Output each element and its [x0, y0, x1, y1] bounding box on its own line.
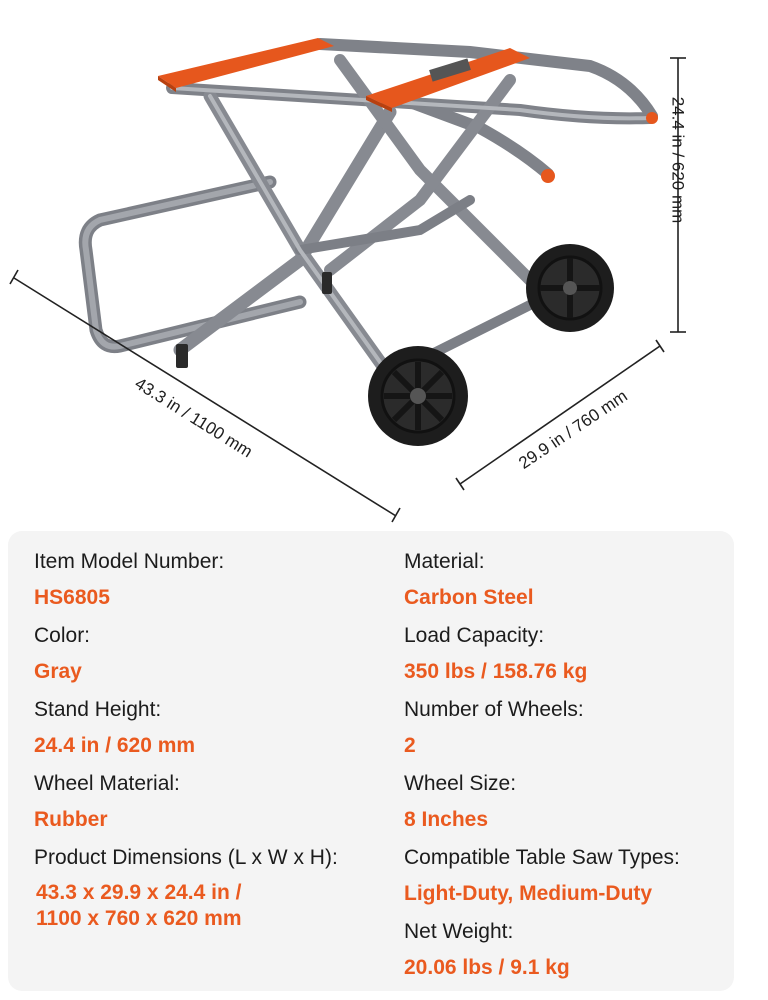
spec-value: Gray	[34, 660, 82, 683]
spec-label: Product Dimensions (L x W x H):	[34, 846, 338, 869]
spec-model-number	[34, 544, 394, 616]
spec-value: 350 lbs / 158.76 kg	[404, 660, 588, 683]
spec-stand-height	[34, 692, 394, 764]
spec-value: 2	[404, 734, 416, 757]
spec-label: Net Weight:	[404, 920, 514, 943]
handle-cap	[541, 169, 555, 183]
spec-label: Number of Wheels:	[404, 698, 584, 721]
length-dimension-label: 43.3 in / 1100 mm	[131, 373, 256, 462]
spec-label: Wheel Size:	[404, 772, 517, 795]
spec-wheel-size	[404, 766, 734, 838]
spec-color	[34, 618, 394, 690]
spec-wheel-material	[34, 766, 394, 838]
spec-load-capacity	[404, 618, 734, 690]
spec-value-line: 1100 x 760 x 620 mm	[36, 907, 242, 930]
spec-value-line: 43.3 x 29.9 x 24.4 in /	[36, 881, 242, 904]
spec-value: 20.06 lbs / 9.1 kg	[404, 956, 570, 979]
spec-value: HS6805	[34, 586, 110, 609]
width-dimension-label: 29.9 in / 760 mm	[515, 386, 631, 473]
spec-label: Material:	[404, 550, 485, 573]
spec-value	[34, 880, 394, 932]
spec-label: Load Capacity:	[404, 624, 545, 647]
spec-value: 24.4 in / 620 mm	[34, 734, 196, 757]
spec-value: Carbon Steel	[404, 586, 534, 609]
spec-label: Item Model Number:	[34, 550, 225, 573]
wheel-front	[368, 346, 468, 446]
spec-label: Compatible Table Saw Types:	[404, 846, 680, 869]
spec-value: Light-Duty, Medium-Duty	[404, 882, 653, 905]
specs-left-column	[34, 544, 394, 934]
height-dimension-label: 24.4 in / 620 mm	[668, 96, 688, 224]
spec-label: Color:	[34, 624, 91, 647]
handle-cap	[646, 112, 658, 124]
spec-net-weight	[404, 914, 734, 986]
wheel-rear	[526, 244, 614, 332]
spec-value: Rubber	[34, 808, 108, 831]
specifications-card	[8, 531, 734, 991]
specs-right-column	[404, 544, 734, 988]
spec-number-of-wheels	[404, 692, 734, 764]
spec-material	[404, 544, 734, 616]
spec-label: Stand Height:	[34, 698, 162, 721]
spec-compatible-saw-types	[404, 840, 734, 912]
spec-product-dimensions	[34, 840, 394, 932]
spec-label: Wheel Material:	[34, 772, 180, 795]
spec-value: 8 Inches	[404, 808, 489, 831]
